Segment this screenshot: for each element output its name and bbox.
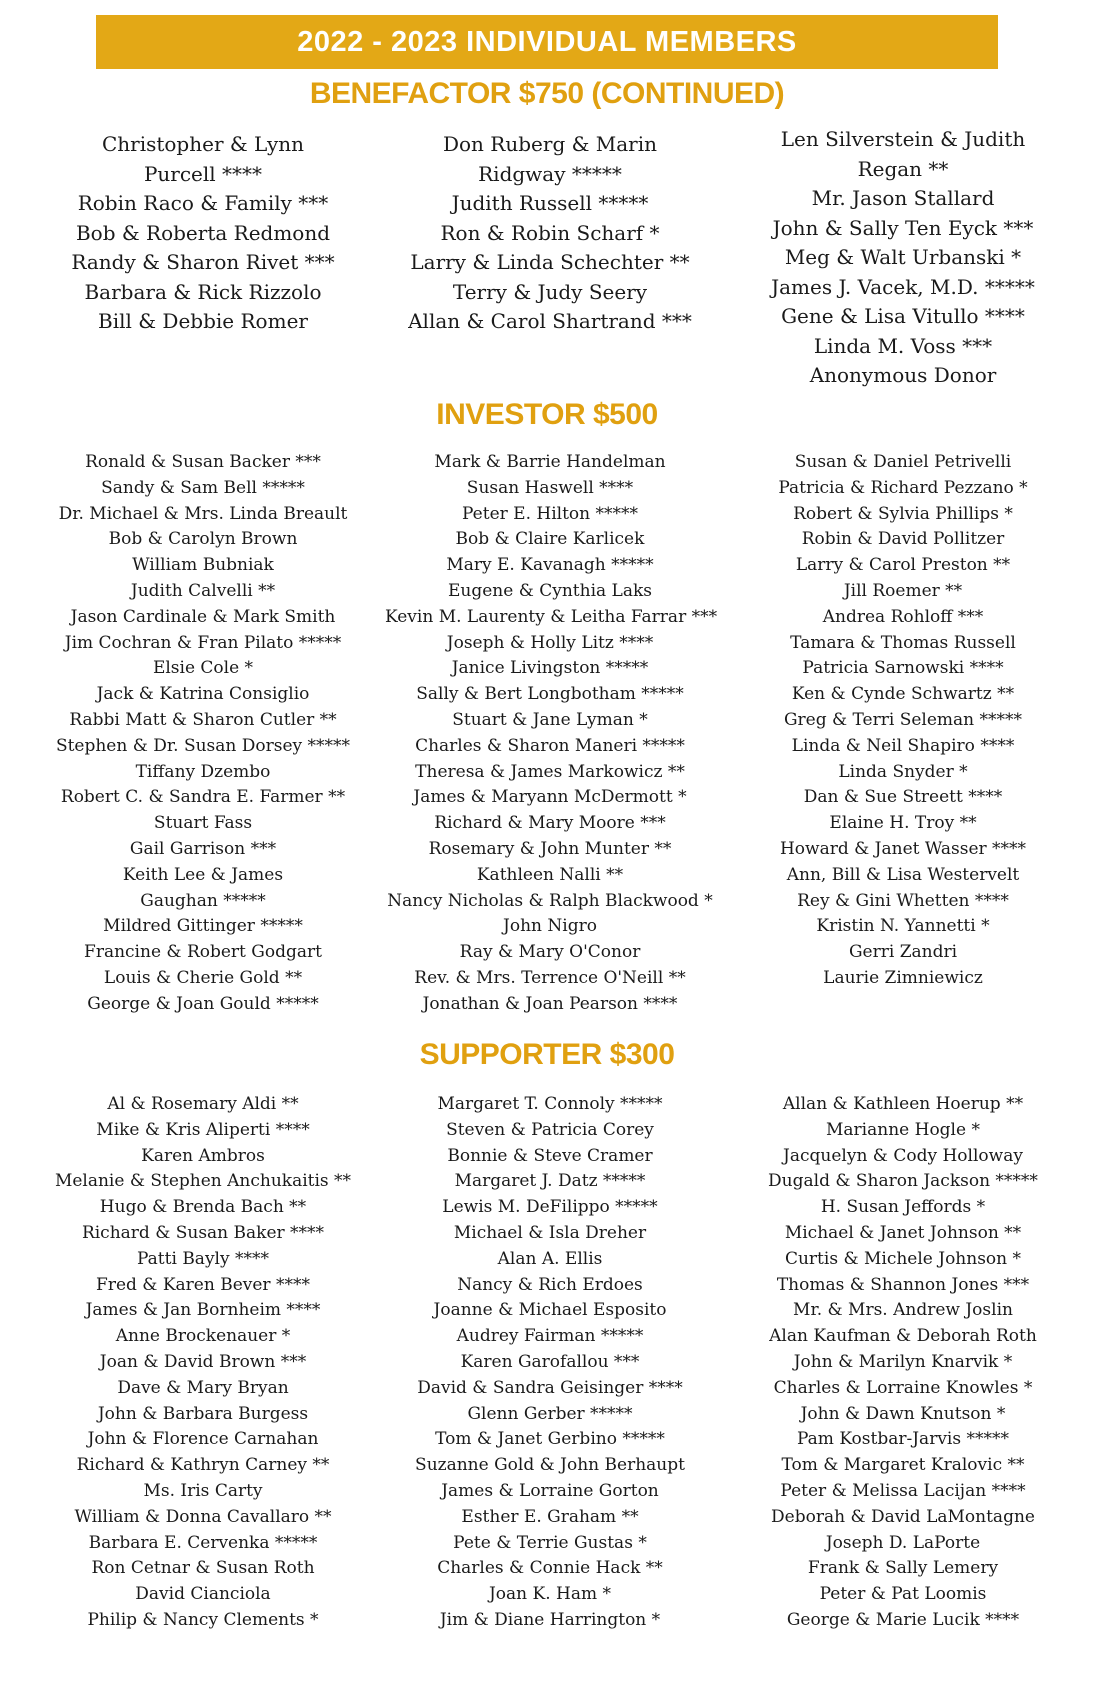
member-name: Barbara E. Cervenka ***** <box>88 1532 318 1553</box>
member-name: Allan & Carol Shartrand *** <box>408 309 692 333</box>
member-name: Dugald & Sharon Jackson ***** <box>768 1171 1038 1192</box>
member-name: H. Susan Jeffords * <box>820 1197 986 1218</box>
member-name: George & Marie Lucik **** <box>786 1609 1020 1630</box>
member-name: Alan Kaufman & Deborah Roth <box>769 1326 1037 1347</box>
member-name: James & Maryann McDermott * <box>413 787 687 808</box>
member-name: Glenn Gerber ***** <box>467 1403 633 1424</box>
member-name: Judith Russell ***** <box>451 191 649 215</box>
investor-column-3 <box>738 450 1068 992</box>
member-name: Barbara & Rick Rizzolo <box>84 279 322 304</box>
member-name: Mary E. Kavanagh ***** <box>446 555 654 576</box>
supporter-column-2 <box>385 1092 715 1634</box>
member-name: John Nigro <box>503 916 597 937</box>
member-name: Keith Lee & James <box>122 864 284 885</box>
member-name: Robert & Sylvia Phillips * <box>793 503 1013 524</box>
member-name: William Bubniak <box>132 555 274 576</box>
member-name: Hugo & Brenda Bach ** <box>99 1197 307 1218</box>
member-name: Richard & Mary Moore *** <box>434 813 666 834</box>
member-name: Louis & Cherie Gold ** <box>103 967 303 988</box>
page-title-banner <box>96 15 998 69</box>
member-name: Kristin N. Yannetti * <box>816 916 990 937</box>
member-name: Kathleen Nalli ** <box>476 864 624 885</box>
member-name: Susan & Daniel Petrivelli <box>794 452 1012 472</box>
member-name: Joseph & Holly Litz **** <box>446 632 654 653</box>
member-name: Linda M. Voss *** <box>813 333 993 358</box>
member-name: Ms. Iris Carty <box>143 1480 263 1501</box>
member-name: Len Silverstein & Judith <box>780 127 1026 151</box>
member-name: Richard & Kathryn Carney ** <box>76 1455 330 1476</box>
member-name: Rev. & Mrs. Terrence O'Neill ** <box>414 967 686 988</box>
member-name: John & Florence Carnahan <box>87 1429 319 1450</box>
benefactor-heading: BENEFACTOR $750 (CONTINUED) <box>309 77 785 110</box>
member-name: Robin & David Pollitzer <box>801 529 1005 550</box>
member-name: Dan & Sue Streett **** <box>803 787 1003 808</box>
member-name: Pete & Terrie Gustas * <box>453 1532 647 1553</box>
investor-heading: INVESTOR $500 <box>436 398 658 431</box>
investor-column-2 <box>385 450 718 1018</box>
member-name: Margaret T. Connoly ***** <box>437 1094 663 1114</box>
member-name: Dave & Mary Bryan <box>117 1377 289 1398</box>
member-name: Philip & Nancy Clements * <box>87 1609 319 1630</box>
member-name: Joanne & Michael Esposito <box>433 1300 667 1321</box>
supporter-heading: SUPPORTER $300 <box>419 1038 675 1071</box>
member-name: Peter E. Hilton ***** <box>462 503 638 524</box>
member-name: Ron Cetnar & Susan Roth <box>91 1558 315 1579</box>
member-name: Eugene & Cynthia Laks <box>447 580 653 601</box>
member-name: Bonnie & Steve Cramer <box>447 1145 653 1166</box>
member-name: Mark & Barrie Handelman <box>434 452 666 472</box>
member-name: Sally & Bert Longbotham ***** <box>416 684 684 705</box>
member-name: Jim & Diane Harrington * <box>439 1609 661 1630</box>
member-name: John & Barbara Burgess <box>97 1403 309 1424</box>
member-name: Patti Bayly **** <box>137 1248 269 1269</box>
member-name: Stephen & Dr. Susan Dorsey ***** <box>55 735 351 756</box>
member-name: Gaughan ***** <box>140 890 266 911</box>
benefactor-column-2 <box>385 130 715 337</box>
member-name: Joseph D. LaPorte <box>825 1532 981 1553</box>
member-name: Gail Garrison *** <box>129 838 277 859</box>
member-name: George & Joan Gould ***** <box>87 993 319 1014</box>
member-name: David & Sandra Geisinger **** <box>417 1377 683 1398</box>
member-name: Larry & Carol Preston ** <box>795 555 1011 576</box>
member-name: Ronald & Susan Backer *** <box>85 452 321 472</box>
member-name: Fred & Karen Bever **** <box>96 1274 310 1295</box>
member-name: Purcell **** <box>143 161 263 186</box>
page-title: 2022 - 2023 INDIVIDUAL MEMBERS <box>297 25 797 58</box>
member-name: Ann, Bill & Lisa Westervelt <box>786 864 1020 885</box>
member-name: Charles & Lorraine Knowles * <box>773 1377 1033 1398</box>
member-name: Theresa & James Markowicz ** <box>415 761 685 782</box>
member-name: Greg & Terri Seleman ***** <box>783 709 1023 730</box>
member-name: Anne Brockenauer * <box>115 1326 291 1347</box>
member-name: Alan A. Ellis <box>497 1248 603 1269</box>
member-name: James J. Vacek, M.D. ***** <box>771 274 1035 299</box>
member-name: Robert C. & Sandra E. Farmer ** <box>60 787 346 808</box>
member-name: Deborah & David LaMontagne <box>771 1506 1035 1527</box>
member-name: Terry & Judy Seery <box>452 279 648 304</box>
supporter-column-3 <box>738 1092 1068 1634</box>
member-name: Elsie Cole * <box>152 658 254 679</box>
member-name: Jason Cardinale & Mark Smith <box>70 606 336 627</box>
member-name: Howard & Janet Wasser **** <box>779 838 1027 859</box>
member-name: Francine & Robert Godgart <box>84 942 322 963</box>
member-name: Regan ** <box>857 156 949 181</box>
member-name: Bob & Claire Karlicek <box>455 529 645 550</box>
member-name: Anonymous Donor <box>809 363 997 387</box>
member-name: Peter & Pat Loomis <box>819 1584 987 1605</box>
member-name: Rabbi Matt & Sharon Cutler ** <box>69 709 337 730</box>
member-name: Al & Rosemary Aldi ** <box>107 1094 299 1114</box>
member-name: Margaret J. Datz ***** <box>454 1171 646 1192</box>
member-name: Karen Ambros <box>141 1145 265 1166</box>
member-name: Jonathan & Joan Pearson **** <box>422 993 678 1014</box>
member-name: Nancy Nicholas & Ralph Blackwood * <box>387 890 713 911</box>
member-name: James & Jan Bornheim **** <box>85 1300 321 1321</box>
member-name: Ridgway ***** <box>478 161 622 186</box>
member-name: Steven & Patricia Corey <box>446 1119 654 1140</box>
member-name: Meg & Walt Urbanski * <box>784 245 1022 269</box>
member-name: Stuart & Jane Lyman * <box>452 709 648 730</box>
member-name: Patricia Sarnowski **** <box>802 658 1004 679</box>
member-name: Don Ruberg & Marin <box>442 132 657 156</box>
member-name: Andrea Rohloff *** <box>822 606 984 627</box>
member-name: Mr. & Mrs. Andrew Joslin <box>793 1300 1013 1321</box>
supporter-column-1 <box>38 1092 368 1634</box>
member-name: Dr. Michael & Mrs. Linda Breault <box>58 503 348 524</box>
member-name: Allan & Kathleen Hoerup ** <box>782 1094 1024 1114</box>
member-name: Melanie & Stephen Anchukaitis ** <box>54 1171 352 1192</box>
member-name: David Cianciola <box>135 1584 271 1605</box>
member-name: Kevin M. Laurenty & Leitha Farrar *** <box>385 606 718 627</box>
member-name: Charles & Sharon Maneri ***** <box>415 735 685 756</box>
member-name: Patricia & Richard Pezzano * <box>778 477 1028 498</box>
member-name: Thomas & Shannon Jones *** <box>776 1274 1030 1295</box>
member-name: John & Dawn Knutson * <box>800 1403 1006 1424</box>
member-name: Mr. Jason Stallard <box>811 186 995 210</box>
member-name: Gene & Lisa Vitullo **** <box>781 304 1025 328</box>
member-name: William & Donna Cavallaro ** <box>74 1506 332 1527</box>
member-name: Susan Haswell **** <box>466 477 634 498</box>
member-name: Mildred Gittinger ***** <box>103 916 303 937</box>
member-name: Christopher & Lynn <box>101 132 305 156</box>
member-name: Bill & Debbie Romer <box>98 309 308 333</box>
member-name: Judith Calvelli ** <box>130 580 276 601</box>
member-name: Bob & Carolyn Brown <box>108 529 298 550</box>
member-name: Gerri Zandri <box>848 942 958 963</box>
member-name: Michael & Isla Dreher <box>453 1222 647 1243</box>
member-name: Bob & Roberta Redmond <box>75 220 331 245</box>
member-name: Richard & Susan Baker **** <box>81 1222 325 1243</box>
benefactor-column-1 <box>38 130 368 337</box>
member-name: Rey & Gini Whetten **** <box>797 890 1009 911</box>
member-name: Esther E. Graham ** <box>461 1506 639 1527</box>
member-name: John & Sally Ten Eyck *** <box>772 215 1034 240</box>
member-name: Linda Snyder * <box>838 761 968 782</box>
member-name: James & Lorraine Gorton <box>441 1480 659 1501</box>
member-name: Janice Livingston ***** <box>451 658 649 679</box>
member-name: Ken & Cynde Schwartz ** <box>791 684 1015 705</box>
member-name: Ray & Mary O'Conor <box>459 942 641 963</box>
member-name: Curtis & Michele Johnson * <box>784 1248 1022 1269</box>
member-name: Tiffany Dzembo <box>135 761 271 782</box>
member-name: Karen Garofallou *** <box>460 1351 640 1372</box>
member-name: Audrey Fairman ***** <box>456 1326 644 1347</box>
member-name: Frank & Sally Lemery <box>807 1558 999 1579</box>
member-name: Robin Raco & Family *** <box>77 191 329 215</box>
member-name: Sandy & Sam Bell ***** <box>101 477 305 498</box>
member-name: Jacquelyn & Cody Holloway <box>783 1145 1023 1166</box>
member-name: Stuart Fass <box>153 813 253 834</box>
member-name: Suzanne Gold & John Berhaupt <box>415 1455 685 1476</box>
member-name: Linda & Neil Shapiro **** <box>791 735 1015 756</box>
member-name: Tom & Janet Gerbino ***** <box>435 1429 665 1450</box>
member-name: Elaine H. Troy ** <box>829 813 977 834</box>
member-name: Jill Roemer ** <box>843 580 963 601</box>
member-name: Peter & Melissa Lacijan **** <box>780 1480 1026 1501</box>
member-name: Tom & Margaret Kralovic ** <box>781 1455 1025 1476</box>
member-name: Marianne Hogle * <box>826 1119 980 1140</box>
member-name: Joan K. Ham * <box>488 1584 612 1605</box>
member-name: Larry & Linda Schechter ** <box>410 250 690 274</box>
member-name: Tamara & Thomas Russell <box>790 632 1016 653</box>
member-name: Michael & Janet Johnson ** <box>784 1222 1022 1243</box>
member-name: Joan & David Brown *** <box>99 1351 307 1372</box>
member-name: Jim Cochran & Fran Pilato ***** <box>64 632 342 653</box>
member-name: Charles & Connie Hack ** <box>437 1558 663 1579</box>
member-name: Rosemary & John Munter ** <box>428 838 672 859</box>
investor-column-1 <box>38 450 368 1018</box>
member-name: John & Marilyn Knarvik * <box>793 1351 1013 1372</box>
member-name: Ron & Robin Scharf * <box>440 220 660 245</box>
member-name: Jack & Katrina Consiglio <box>96 684 310 705</box>
member-name: Randy & Sharon Rivet *** <box>71 250 335 274</box>
benefactor-column-3 <box>738 125 1068 391</box>
member-name: Laurie Zimniewicz <box>823 967 983 988</box>
member-name: Lewis M. DeFilippo ***** <box>442 1197 658 1218</box>
member-name: Mike & Kris Aliperti **** <box>96 1119 310 1140</box>
member-name: Nancy & Rich Erdoes <box>457 1274 643 1295</box>
member-name: Pam Kostbar-Jarvis ***** <box>796 1429 1009 1450</box>
